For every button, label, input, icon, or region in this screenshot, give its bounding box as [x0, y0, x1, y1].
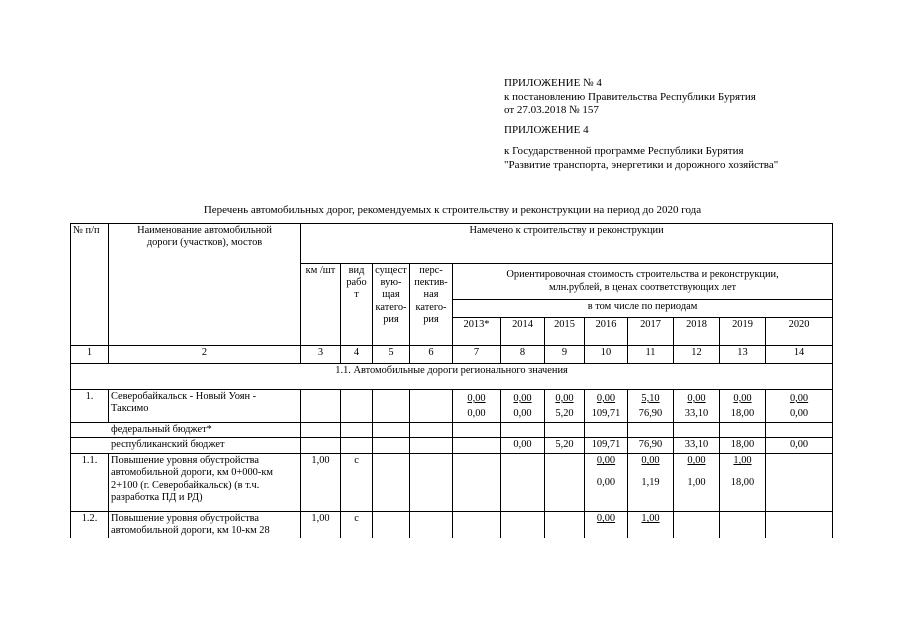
column-number: 8 — [501, 346, 545, 364]
row-value: 33,10 — [674, 438, 720, 454]
header-year: 2018 — [674, 318, 720, 346]
column-number: 7 — [453, 346, 501, 364]
row-perspective-category — [410, 390, 453, 423]
row-km: 1,00 — [301, 454, 341, 512]
table-row — [71, 438, 833, 454]
appendix-1-line-2: к постановлению Правительства Республики Бурятия — [504, 90, 756, 103]
row-name: Северобайкальск - Новый Уоян - Таксимо — [109, 390, 301, 423]
row-value: 0,00 — [585, 512, 628, 538]
column-number: 4 — [341, 346, 373, 364]
header-periods: в том числе по периодам — [453, 300, 833, 318]
row-value: 0,00 0,00 — [585, 454, 628, 512]
row-num: 1. — [71, 390, 109, 423]
row-existing-category — [373, 454, 410, 512]
row-value: 109,71 — [585, 438, 628, 454]
header-planned: Намечено к строительству и реконструкции — [301, 224, 833, 264]
row-perspective-category — [410, 454, 453, 512]
row-value: 0,00 18,00 — [720, 390, 766, 423]
table-row — [71, 454, 833, 512]
row-name: Повышение уровня обустройства автомобильной дороги, км 10-км 28 — [109, 512, 301, 538]
row-work-type — [341, 390, 373, 423]
row-value: 5,20 — [545, 438, 585, 454]
column-number: 3 — [301, 346, 341, 364]
row-value: 0,00 0,00 — [766, 390, 833, 423]
row-value: 0,00 0,00 — [453, 390, 501, 423]
appendix-2-title: ПРИЛОЖЕНИЕ 4 — [504, 123, 589, 136]
header-year: 2017 — [628, 318, 674, 346]
column-numbers-row — [71, 346, 833, 364]
header-cost: Ориентировочная стоимость строительства и реконструкции, млн.рублей, в ценах соответствующих лет — [453, 264, 833, 300]
header-year: 2014 — [501, 318, 545, 346]
column-number: 14 — [766, 346, 833, 364]
row-work-type: с — [341, 512, 373, 538]
appendix-2-line-2: к Государственной программе Республики Бурятия — [504, 145, 744, 157]
header-year: 2016 — [585, 318, 628, 346]
column-number: 13 — [720, 346, 766, 364]
header-existing-category: сущест вую- щая катего- рия — [373, 264, 410, 346]
row-value: 0,00 5,20 — [545, 390, 585, 423]
header-year: 2015 — [545, 318, 585, 346]
column-number: 11 — [628, 346, 674, 364]
document-title: Перечень автомобильных дорог, рекомендуемых к строительству и реконструкции на период до 2020 года — [203, 204, 702, 216]
appendix-1-title: ПРИЛОЖЕНИЕ № 4 — [504, 77, 602, 89]
header-work-type: вид рабо т — [341, 264, 373, 346]
row-value: 18,00 — [720, 438, 766, 454]
header-name: Наименование автомобильной дороги (участков), мостов — [109, 224, 301, 346]
column-number: 5 — [373, 346, 410, 364]
row-value: 0,00 33,10 — [674, 390, 720, 423]
table-row — [71, 423, 833, 438]
row-value: 1,00 — [628, 512, 674, 538]
row-value: 0,00 109,71 — [585, 390, 628, 423]
column-number: 12 — [674, 346, 720, 364]
row-km — [301, 390, 341, 423]
row-value: 5,10 76,90 — [628, 390, 674, 423]
roads-table — [70, 223, 833, 538]
row-existing-category — [373, 390, 410, 423]
row-num: 1.2. — [71, 512, 109, 538]
row-republic-budget-label: республиканский бюджет — [71, 438, 301, 454]
table-row — [71, 390, 833, 423]
row-value: 0,00 — [766, 438, 833, 454]
appendix-header — [504, 77, 894, 172]
row-federal-budget-label: федеральный бюджет* — [71, 423, 301, 438]
appendix-1-line-3: от 27.03.2018 № 157 — [504, 104, 599, 116]
row-work-type: с — [341, 454, 373, 512]
row-value: 0,00 0,00 — [501, 390, 545, 423]
header-year: 2013* — [453, 318, 501, 346]
header-km: км /шт — [301, 264, 341, 346]
roads-table-container — [70, 223, 836, 538]
column-number: 2 — [109, 346, 301, 364]
table-row — [71, 512, 833, 538]
row-value: 76,90 — [628, 438, 674, 454]
row-value: 0,00 — [501, 438, 545, 454]
column-number: 6 — [410, 346, 453, 364]
header-year: 2020 — [766, 318, 833, 346]
section-row — [71, 364, 833, 390]
row-num: 1.1. — [71, 454, 109, 512]
appendix-2-line-3: "Развитие транспорта, энергетики и дорожного хозяйства" — [504, 158, 779, 171]
section-title: 1.1. Автомобильные дороги регионального значения — [71, 364, 833, 390]
row-km: 1,00 — [301, 512, 341, 538]
row-value: 0,00 1,00 — [674, 454, 720, 512]
column-number: 9 — [545, 346, 585, 364]
table-header-row — [71, 224, 833, 264]
row-name: Повышение уровня обустройства автомобильной дороги, км 0+000-км 2+100 (г. Северобайкальск) (в т.ч. разработка ПД и РД) — [109, 454, 301, 512]
header-num: № п/п — [71, 224, 109, 346]
row-value: 0,00 1,19 — [628, 454, 674, 512]
header-perspective-category: перс- пектив- ная катего- рия — [410, 264, 453, 346]
header-year: 2019 — [720, 318, 766, 346]
column-number: 1 — [71, 346, 109, 364]
column-number: 10 — [585, 346, 628, 364]
row-value: 1,00 18,00 — [720, 454, 766, 512]
